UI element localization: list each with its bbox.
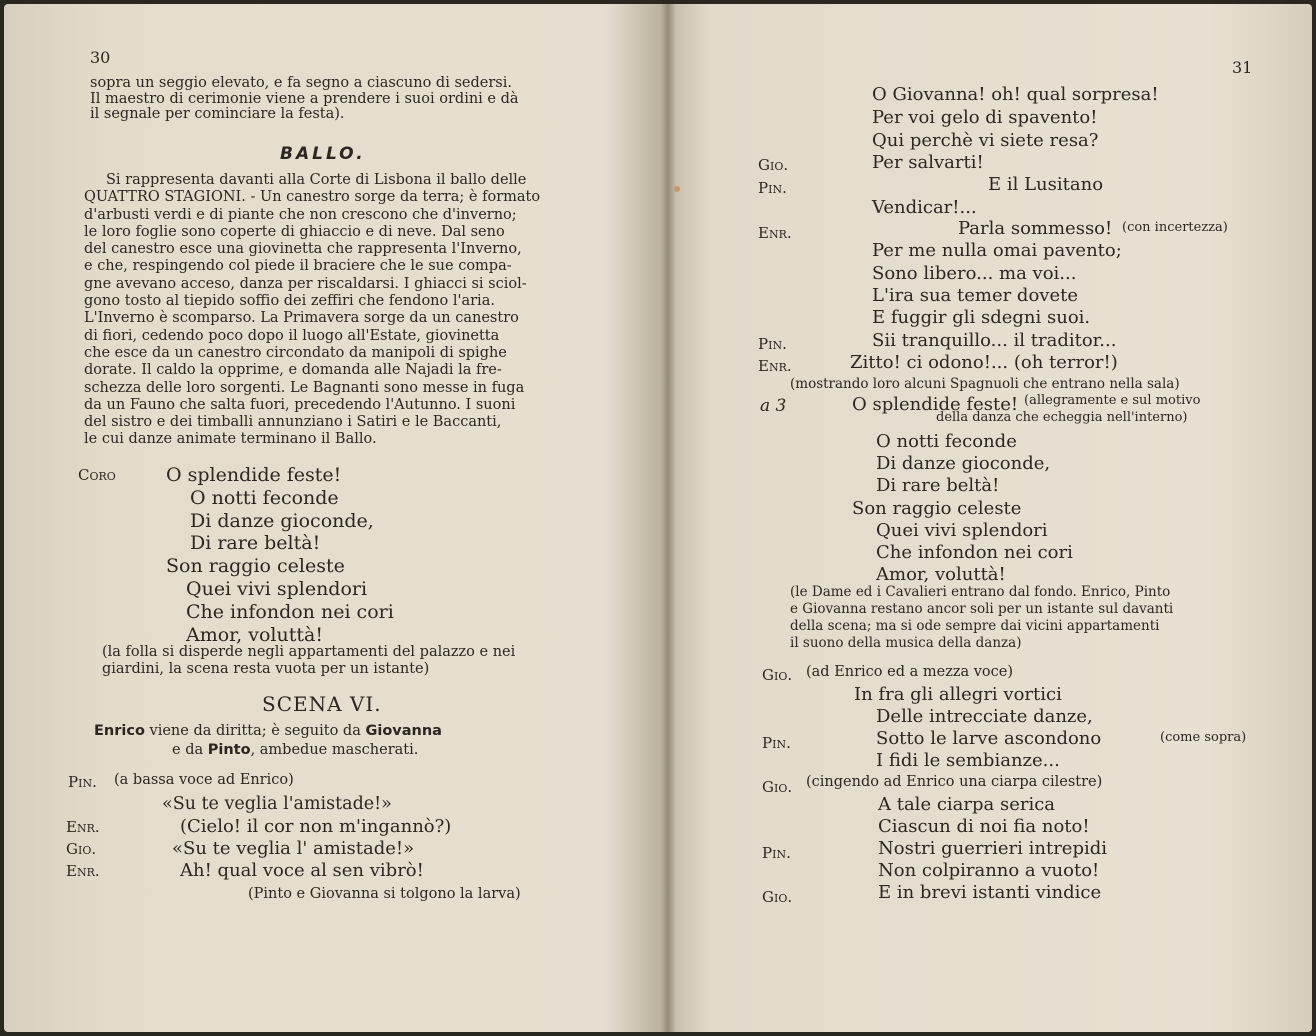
speaker-label: Enr. xyxy=(66,862,100,880)
intro-text xyxy=(90,76,519,123)
text-fragment: , ambedue mascherati. xyxy=(250,742,419,758)
text-line: della danza che echeggia nell'interno) xyxy=(936,410,1188,425)
text-line: gono tosto al tiepido soffio dei zeffiri che fendono l'aria. xyxy=(84,293,495,310)
stage-direction: (Pinto e Giovanna si tolgono la larva) xyxy=(248,886,521,902)
verse-line: Di rare beltà! xyxy=(190,532,321,555)
text-line: (le Dame ed i Cavalieri entrano dal fondo. Enrico, Pinto xyxy=(790,584,1171,600)
verse-line: Amor, voluttà! xyxy=(186,623,323,646)
verse-line: Per me nulla omai pavento; xyxy=(872,240,1122,261)
verse-line: Sotto le larve ascondono xyxy=(876,728,1102,749)
speaker-label: Gio. xyxy=(66,840,97,858)
verse-line: Non colpiranno a vuoto! xyxy=(878,860,1100,881)
character-giovanna: Giovanna xyxy=(365,723,442,739)
verse-line: Qui perchè vi siete resa? xyxy=(872,130,1099,151)
text-fragment: e da xyxy=(172,742,208,758)
verse-line: Ah! qual voce al sen vibrò! xyxy=(180,860,424,881)
speaker-label: a 3 xyxy=(760,396,787,416)
stage-direction xyxy=(936,392,1201,426)
text-line: che esce da un canestro circondato da manipoli di spighe xyxy=(84,344,507,361)
text-line: (la folla si disperde negli appartamenti del palazzo e nei xyxy=(102,644,516,660)
verse-line: Quei vivi splendori xyxy=(876,519,1048,541)
text-line: schezza delle loro sorgenti. Le Bagnanti sono messe in fuga xyxy=(84,379,525,396)
speaker-label: Pin. xyxy=(68,773,97,791)
text-line: (allegramente e sul motivo xyxy=(1024,393,1201,408)
text-line: Il maestro di cerimonie viene a prendere i suoi ordini e dà xyxy=(90,90,519,107)
verse-line: O splendide feste! xyxy=(852,394,1019,415)
text-line: gne avevano acceso, danza per riscaldarsi. I ghiacci si sciol- xyxy=(84,275,527,292)
verse-line: Parla sommesso! xyxy=(958,218,1113,239)
speaker-label: Pin. xyxy=(758,179,787,197)
verse-line: O notti feconde xyxy=(190,486,339,509)
book-gutter xyxy=(660,4,676,1032)
speaker-label: Pin. xyxy=(762,844,791,862)
scene-heading: SCENA VI. xyxy=(262,692,382,716)
verse-line: Quei vivi splendori xyxy=(186,577,368,600)
verse-line: Di rare beltà! xyxy=(876,475,1000,497)
right-page xyxy=(676,4,1312,1032)
verse-line: L'ira sua temer dovete xyxy=(872,285,1078,306)
text-line: da un Fauno che salta fuori, precedendo l'Autunno. I suoni xyxy=(84,396,516,413)
verse-line: Che infondon nei cori xyxy=(876,542,1073,564)
text-line: le cui danze animate terminano il Ballo. xyxy=(84,431,377,448)
speaker-label: Gio. xyxy=(762,778,793,796)
verse-line: Amor, voluttà! xyxy=(876,564,1006,586)
text-line: sopra un seggio elevato, e fa segno a ciascuno di sedersi. xyxy=(90,75,512,91)
verse-line: Di danze gioconde, xyxy=(876,453,1051,475)
text-line: Si rappresenta davanti alla Corte di Lisbona il ballo delle xyxy=(106,172,527,188)
text-line: d'arbusti verdi e di piante che non crescono che d'inverno; xyxy=(84,206,517,223)
verse-line: E fuggir gli sdegni suoi. xyxy=(872,307,1091,328)
left-page xyxy=(4,4,660,1032)
verse-line: «Su te veglia l'amistade!» xyxy=(162,794,392,814)
verse-line: O Giovanna! oh! qual sorpresa! xyxy=(872,84,1159,105)
stage-direction xyxy=(102,644,515,678)
stage-direction: (a bassa voce ad Enrico) xyxy=(114,772,294,788)
text-line: della scena; ma si ode sempre dai vicini appartamenti xyxy=(790,618,1160,634)
book-spread xyxy=(4,4,1312,1032)
text-line: del canestro esce una giovinetta che rappresenta l'Inverno, xyxy=(84,241,522,258)
verse-line: Sii tranquillo... il traditor... xyxy=(872,330,1117,351)
ballo-description xyxy=(84,172,540,449)
stage-direction: (mostrando loro alcuni Spagnuoli che entrano nella sala) xyxy=(790,376,1180,392)
verse-line: O notti feconde xyxy=(876,431,1017,452)
verse-line: Di danze gioconde, xyxy=(190,509,374,532)
speaker-label: Gio. xyxy=(758,156,789,174)
verse-line: Son raggio celeste xyxy=(166,555,345,578)
verse-line: In fra gli allegri vortici xyxy=(854,684,1062,705)
stage-direction: (come sopra) xyxy=(1160,730,1247,745)
verse-line: «Su te veglia l' amistade!» xyxy=(172,838,415,859)
stage-direction: (ad Enrico ed a mezza voce) xyxy=(806,664,1014,680)
speaker-label: Pin. xyxy=(762,734,791,752)
text-line: dorate. Il caldo la opprime, e domanda alle Najadi la fre- xyxy=(84,362,502,379)
verse-line: Nostri guerrieri intrepidi xyxy=(878,838,1108,859)
text-line: QUATTRO STAGIONI. - Un canestro sorge da terra; è formato xyxy=(84,189,541,206)
speaker-label: Enr. xyxy=(66,818,100,836)
verse-line: I fidi le sembianze... xyxy=(876,750,1060,771)
page-number: 30 xyxy=(90,48,111,67)
speaker-label: Gio. xyxy=(762,666,793,684)
text-line: giardini, la scena resta vuota per un istante) xyxy=(102,661,430,677)
verse-line: Per salvarti! xyxy=(872,152,984,173)
text-line: del sistro e dei timballi annunziano i Satiri e le Baccanti, xyxy=(84,414,502,431)
text-line: il suono della musica della danza) xyxy=(790,635,1022,651)
verse-line: Che infondon nei cori xyxy=(186,600,394,623)
speaker-label: Gio. xyxy=(762,888,793,906)
speaker-label: Enr. xyxy=(758,357,792,375)
verse-line: Per voi gelo di spavento! xyxy=(872,107,1098,128)
text-line: e Giovanna restano ancor soli per un istante sul davanti xyxy=(790,601,1174,617)
speaker-label: Coro xyxy=(78,466,116,484)
speaker-label: Enr. xyxy=(758,224,792,242)
verse-line: Sono libero... ma voi... xyxy=(872,263,1077,284)
speaker-label: Pin. xyxy=(758,335,787,353)
text-fragment: viene da diritta; è seguito da xyxy=(144,723,366,739)
verse-line: Ciascun di noi fia noto! xyxy=(878,816,1090,837)
verse-line: Delle intrecciate danze, xyxy=(876,706,1093,727)
verse-line: (Cielo! il cor non m'ingannò?) xyxy=(180,816,452,837)
scene-description xyxy=(94,722,442,760)
text-line: di fiori, cedendo poco dopo il luogo all'Estate, giovinetta xyxy=(84,327,500,344)
verse-line: O splendide feste! xyxy=(166,464,342,486)
stage-direction: (cingendo ad Enrico una ciarpa cilestre) xyxy=(806,774,1103,790)
character-enrico: Enrico xyxy=(94,723,145,739)
verse-line: Vendicar!... xyxy=(872,197,977,218)
ballo-heading: BALLO. xyxy=(280,144,366,164)
character-pinto: Pinto xyxy=(207,742,251,758)
verse-line: Son raggio celeste xyxy=(852,497,1022,519)
stage-direction: (con incertezza) xyxy=(1122,220,1228,235)
verse-line: E il Lusitano xyxy=(988,174,1104,195)
stage-direction xyxy=(790,584,1173,652)
page-number: 31 xyxy=(1232,58,1253,77)
text-line: L'Inverno è scomparso. La Primavera sorge da un canestro xyxy=(84,310,519,327)
text-line: e che, respingendo col piede il braciere che le sue compa- xyxy=(84,258,512,275)
a3-verse xyxy=(852,431,1073,586)
text-line: il segnale per cominciare la festa). xyxy=(90,106,345,123)
text-line: le loro foglie sono coperte di ghiaccio e di neve. Dal seno xyxy=(84,223,505,240)
chorus-verse xyxy=(166,464,394,646)
verse-line: A tale ciarpa serica xyxy=(878,794,1056,815)
verse-line: E in brevi istanti vindice xyxy=(878,882,1102,903)
verse-line: Zitto! ci odono!... (oh terror!) xyxy=(850,352,1118,373)
